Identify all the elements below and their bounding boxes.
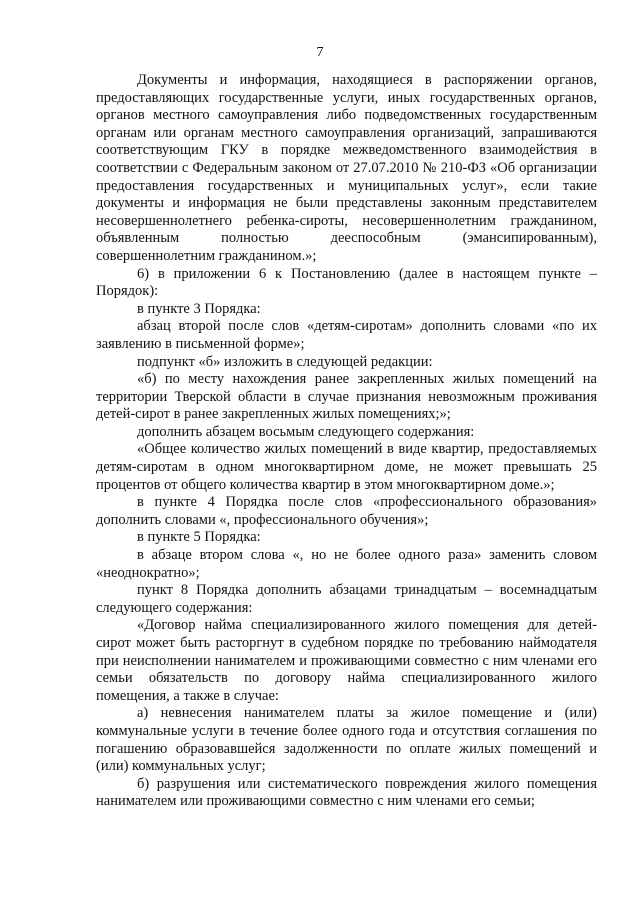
paragraph-add-eighth: дополнить абзацем восьмым следующего содержания: xyxy=(137,423,475,440)
paragraph-contract-termination: «Договор найма специализированного жилого помещения для детей-сирот может быть расторгнут в судебном порядке по требованию наймодателя при неисполнении нанимателем и проживающими совместно с ним членами его семьи обязательств по договору найма специализированного жилого помещения, а также в случае: xyxy=(96,617,597,704)
paragraph-total-quantity: «Общее количество жилых помещений в виде квартир, предоставляемых детям-сиротам в одном многоквартирном доме, не может превышать 25 процентов от общего количества квартир в этом многоквартирном доме.»; xyxy=(96,441,597,493)
paragraph-point-5: в пункте 5 Порядка: xyxy=(137,529,261,546)
paragraph-point-8: пункт 8 Порядка дополнить абзацами тринадцатым – восемнадцатым следующего содержания: xyxy=(96,582,597,616)
paragraph-item-b: б) разрушения или систематического повреждения жилого помещения нанимателем или проживающими совместно с ним членами его семьи; xyxy=(96,775,597,810)
paragraph-subpoint-b-text: «б) по месту нахождения ранее закрепленных жилых помещений на территории Тверской области в случае признания невозможным проживания детей-сирот в ранее закрепленных жилых помещениях;»; xyxy=(96,371,597,423)
page-number: 7 xyxy=(316,45,324,60)
paragraph-item-a: а) невнесения нанимателем платы за жилое помещение и (или) коммунальные услуги в течение более одного года и отсутствия соглашения по погашению образовавшейся задолженности по оплате жилых помещений и (или) коммунальных услуг; xyxy=(96,705,597,775)
paragraph-point-3: в пункте 3 Порядка: xyxy=(137,300,261,317)
paragraph-documents-info: Документы и информация, находящиеся в распоряжении органов, предоставляющих государственные услуги, иных государственных органов, органов местного самоуправления либо подведомственных государственным органам или органам местного самоуправления организаций, запрашиваются соответствующим ГКУ в порядке межведомственного взаимодействия в соответствии с Федеральным законом от 27.07.2010 № 210-ФЗ «Об организации предоставления государственных и муниципальных услуг», если такие документы и информация не были представлены законным представителем несовершеннолетнего ребенка-сироты, несовершеннолетним гражданином, объявленным полностью дееспособным (эмансипированным), совершеннолетним гражданином.»; xyxy=(96,72,597,264)
document-body xyxy=(96,72,597,811)
paragraph-item-6: 6) в приложении 6 к Постановлению (далее в настоящем пункте – Порядок): xyxy=(96,265,597,300)
paragraph-subpoint-b: подпункт «б» изложить в следующей редакции: xyxy=(137,353,433,370)
paragraph-abzac-second: абзац второй после слов «детям-сиротам» дополнить словами «по их заявлению в письменной форме»; xyxy=(96,318,597,352)
paragraph-abzac-second-replace: в абзаце втором слова «, но не более одного раза» заменить словом «неоднократно»; xyxy=(96,547,597,581)
paragraph-point-4: в пункте 4 Порядка после слов «профессионального образования» дополнить словами «, профессионального обучения»; xyxy=(96,494,597,528)
